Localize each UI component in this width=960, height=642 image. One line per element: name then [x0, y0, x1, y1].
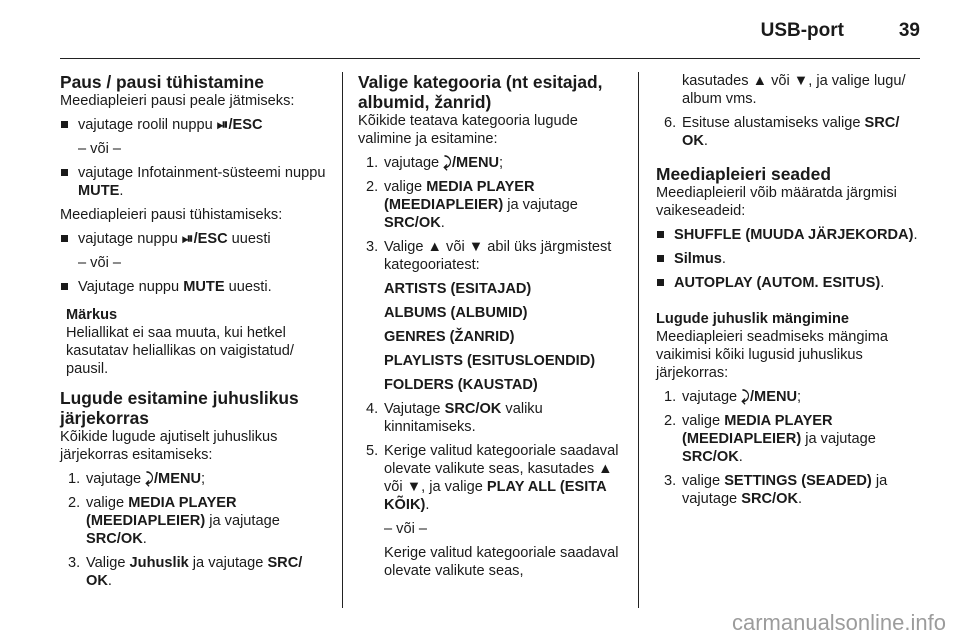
column-3 [656, 72, 922, 508]
play-pause-icon: ⏯ [216, 117, 229, 133]
section-heading: Meediapleieri seaded [656, 164, 831, 184]
paragraph: Kerige valitud kategooriale saadaval olevate valikute seas, [384, 545, 619, 579]
menu-knob-icon: ⤸ [145, 471, 154, 487]
note-box [60, 306, 328, 378]
bullet-item: vajutage Infotainment-süsteemi nuppu MUTE. [60, 164, 328, 200]
category-option: PLAYLISTS (ESITUSLOENDID) [384, 353, 596, 369]
note-text: Heliallikat ei saa muuta, kui hetkel kasutatav heliallikas on vaigistatud/ pausil. [66, 325, 294, 377]
paragraph: kasutades ▲ või ▼, ja valige lugu/ album vms. [682, 73, 906, 107]
list-item: 2. valige MEDIA PLAYER (MEEDIAPLEIER) ja vajutage SRC/OK. [366, 179, 578, 231]
watermark: carmanualsonline.info [731, 610, 946, 635]
list-item: 3. Valige ▲ või ▼ abil üks järgmistest kategooriatest: [366, 239, 612, 273]
section-heading: Lugude esitamine juhuslikus järjekorras [60, 388, 299, 428]
column-divider [638, 72, 639, 608]
or-separator: – või – [78, 255, 121, 271]
bullet-item: SHUFFLE (MUUDA JÄRJEKORDA). [656, 226, 922, 244]
bullet-item: vajutage nuppu ⏯/ESC uuesti [60, 230, 328, 248]
or-separator: – või – [78, 141, 121, 157]
category-option: ALBUMS (ALBUMID) [384, 305, 528, 321]
column-divider [342, 72, 343, 608]
play-pause-icon: ⏯ [181, 231, 194, 247]
page-title: USB-port [760, 20, 844, 41]
header-divider [60, 58, 920, 59]
column-1 [60, 72, 328, 590]
note-title: Märkus [66, 307, 118, 323]
page-header [0, 0, 960, 58]
menu-knob-icon: ⤸ [741, 389, 750, 405]
paragraph: Kõikide teatava kategooria lugude valimine ja esitamine: [358, 113, 578, 147]
list-item: 3. Valige Juhuslik ja vajutage SRC/ OK. [68, 555, 303, 589]
or-separator: – või – [384, 521, 427, 537]
list-item: 2. valige MEDIA PLAYER (MEEDIAPLEIER) ja vajutage SRC/OK. [68, 495, 280, 547]
section-heading: Paus / pausi tühistamine [60, 72, 264, 92]
column-2 [358, 72, 620, 580]
list-item: 3. valige SETTINGS (SEADED) ja vajutage SRC/OK. [664, 473, 888, 507]
list-item: 6. Esituse alustamiseks valige SRC/ OK. [664, 115, 900, 149]
subsection-heading: Lugude juhuslik mängimine [656, 311, 849, 327]
category-option: FOLDERS (KAUSTAD) [384, 377, 538, 393]
list-item: 1. vajutage ⤸/MENU; [68, 471, 206, 487]
list-item: 1. vajutage ⤸/MENU; [366, 155, 504, 171]
bullet-item: Vajutage nuppu MUTE uuesti. [60, 278, 328, 296]
paragraph: Meediapleieri pausi tühistamiseks: [60, 207, 283, 223]
paragraph: Meediapleieril võib määratda järgmisi vaikeseadeid: [656, 185, 897, 219]
bullet-item: vajutage roolil nuppu ⏯/ESC [60, 116, 328, 134]
list-item: 1. vajutage ⤸/MENU; [664, 389, 802, 405]
bullet-item: AUTOPLAY (AUTOM. ESITUS). [656, 274, 922, 292]
paragraph: Meediapleieri pausi peale jätmiseks: [60, 93, 295, 109]
page-number: 39 [898, 20, 920, 41]
list-item: 2. valige MEDIA PLAYER (MEEDIAPLEIER) ja vajutage SRC/OK. [664, 413, 876, 465]
category-option: ARTISTS (ESITAJAD) [384, 281, 532, 297]
menu-knob-icon: ⤸ [443, 155, 452, 171]
category-option: GENRES (ŽANRID) [384, 329, 515, 345]
section-heading: Valige kategooria (nt esitajad, albumid, žanrid) [358, 72, 603, 112]
paragraph: Kõikide lugude ajutiselt juhuslikus järjekorras esitamiseks: [60, 429, 278, 463]
bullet-item: Silmus. [656, 250, 922, 268]
paragraph: Meediapleieri seadmiseks mängima vaikimisi kõiki lugusid juhuslikus järjekorras: [656, 329, 888, 381]
list-item: 4. Vajutage SRC/OK valiku kinnitamiseks. [366, 401, 543, 435]
list-item: 5. Kerige valitud kategooriale saadaval olevate valikute seas, kasutades ▲ või ▼, ja valige PLAY ALL (ESITA KÕIK). [366, 443, 619, 513]
